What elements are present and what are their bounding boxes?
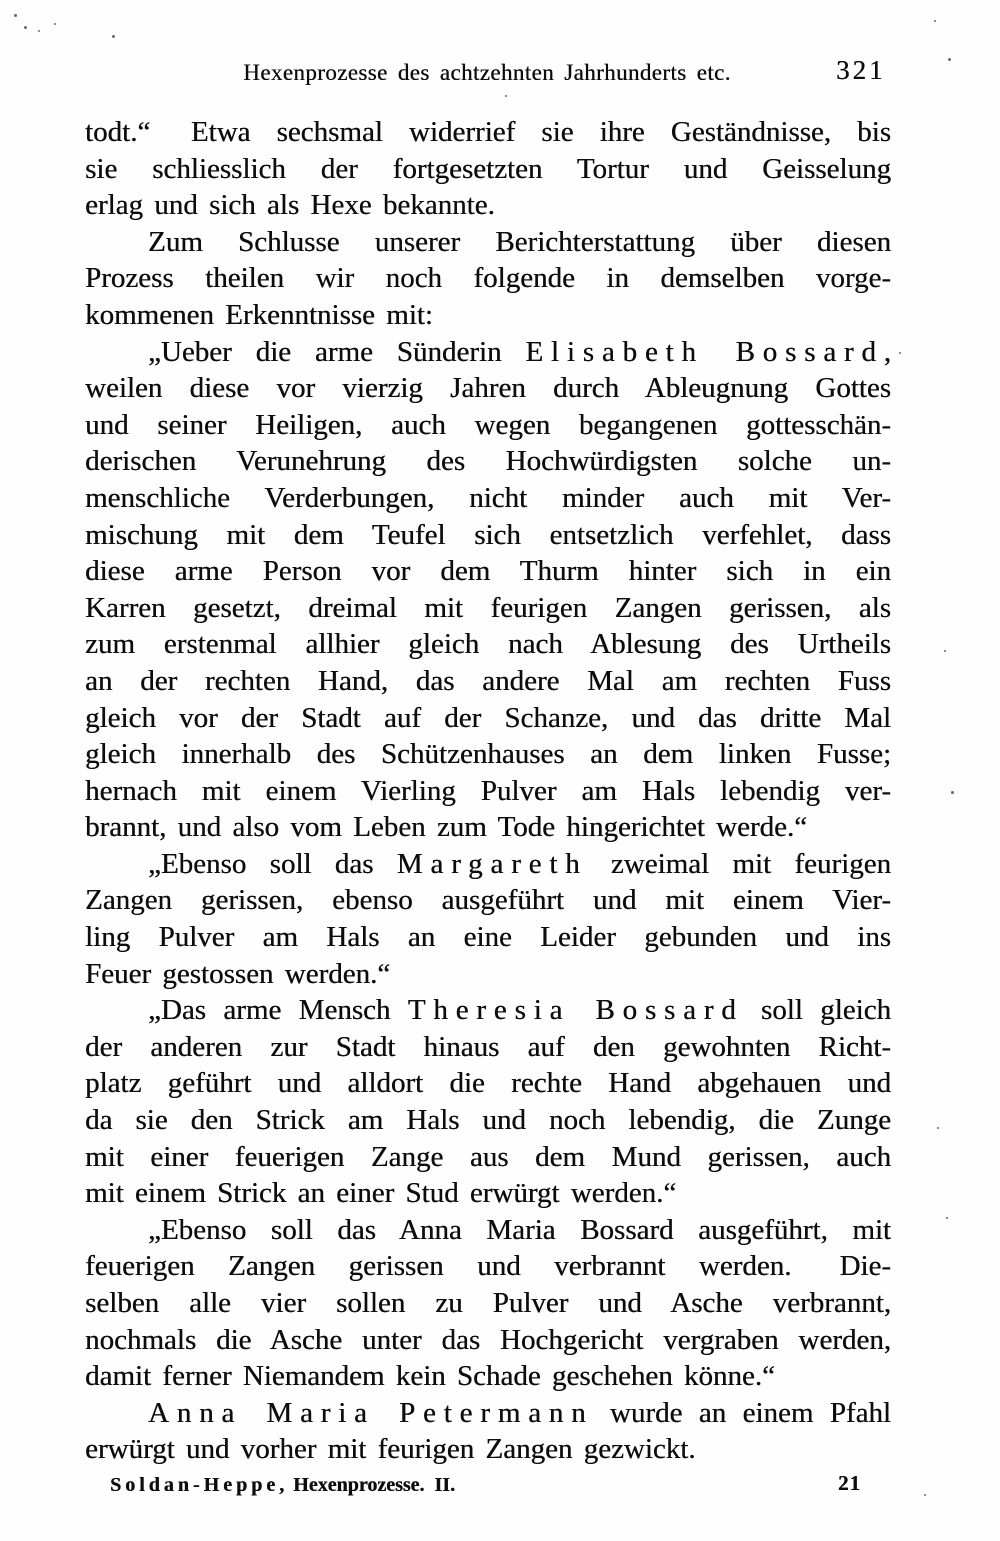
letterspaced-name: Margareth	[396, 847, 588, 880]
speck	[505, 95, 507, 97]
paragraph	[85, 1212, 891, 1395]
text-line	[85, 553, 891, 590]
text-segment: ,	[883, 335, 891, 368]
sheet-number: 21	[838, 1471, 861, 1495]
running-title: Hexenprozesse des achtzehnten Jahrhunderts etc.	[243, 60, 731, 85]
speck	[934, 20, 936, 22]
text-segment: der anderen zur Stadt hinaus auf den gewohnten Richt-	[85, 1030, 891, 1063]
text-segment: erlag und sich als Hexe bekannte.	[85, 189, 495, 222]
text-line	[85, 1395, 891, 1432]
text-segment: brannt, und also vom Leben zum Tode hingerichtet werde.“	[85, 811, 807, 844]
text-segment: platz geführt und alldort die rechte Hand abgehauen und	[85, 1067, 891, 1100]
text-line	[85, 1431, 891, 1468]
letterspaced-name: Soldan-Heppe,	[110, 1474, 289, 1496]
text-segment: mit einem Strick an einer Stud erwürgt werden.“	[85, 1177, 677, 1210]
text-segment: menschliche Verderbungen, nicht minder auch mit Ver-	[85, 481, 891, 514]
text-segment: Karren gesetzt, dreimal mit feurigen Zangen gerissen, als	[85, 591, 891, 624]
text-segment: gleich vor der Stadt auf der Schanze, und das dritte Mal	[85, 701, 891, 734]
text-line	[85, 626, 891, 663]
speck	[24, 26, 27, 29]
text-line	[85, 480, 891, 517]
speck	[946, 1217, 948, 1219]
text-segment: erwürgt und vorher mit feurigen Zangen gezwickt.	[85, 1433, 696, 1466]
text-line	[85, 517, 891, 554]
speck	[54, 23, 56, 25]
text-line	[85, 370, 891, 407]
text-line	[85, 846, 891, 883]
text-line	[85, 1212, 891, 1249]
text-segment: hernach mit einem Vierling Pulver am Hals lebendig ver-	[85, 774, 891, 807]
text-segment: sie schliesslich der fortgesetzten Tortur und Geisselung	[85, 152, 891, 185]
speck	[937, 1127, 939, 1129]
text-segment: feuerigen Zangen gerissen und verbrannt werden. Die-	[85, 1250, 891, 1283]
text-segment: selben alle vier sollen zu Pulver und Asche verbrannt,	[85, 1287, 891, 1319]
text-segment: derischen Verunehrung des Hochwürdigsten solche un-	[85, 445, 891, 478]
text-segment: ling Pulver am Hals an eine Leider gebunden und ins	[85, 921, 891, 954]
paragraph	[85, 114, 891, 224]
text-line	[85, 1175, 891, 1212]
text-line	[85, 1139, 891, 1176]
body-text	[85, 114, 891, 1468]
text-line	[85, 919, 891, 956]
page-number: 321	[836, 55, 886, 85]
text-line	[85, 956, 891, 993]
text-line	[85, 1322, 891, 1359]
text-segment: soll gleich	[743, 994, 891, 1027]
text-segment: mischung mit dem Teufel sich entsetzlich verfehlet, dass	[85, 518, 891, 551]
text-segment: da sie den Strick am Hals und noch lebendig, die Zunge	[85, 1104, 891, 1137]
text-segment: Zum Schlusse unserer Berichterstattung über diesen	[148, 225, 891, 258]
text-line	[85, 114, 891, 151]
text-segment: Zangen gerissen, ebenso ausgeführt und mit einem Vier-	[85, 884, 891, 917]
speck	[924, 1494, 926, 1496]
text-segment: diese arme Person vor dem Thurm hinter sich in ein	[85, 555, 891, 588]
text-segment: weilen diese vor vierzig Jahren durch Ableugnung Gottes	[85, 372, 891, 405]
text-segment: „Ebenso soll das Anna Maria Bossard ausgeführt, mit	[148, 1213, 891, 1246]
text-line	[85, 1065, 891, 1102]
text-line	[85, 590, 891, 627]
text-segment: todt.“ Etwa sechsmal widerrief sie ihre Geständnisse, bis	[85, 116, 891, 148]
text-segment: Hexenprozesse. II.	[288, 1474, 455, 1496]
paragraph	[85, 992, 891, 1212]
text-line	[85, 1102, 891, 1139]
text-line	[85, 1248, 891, 1285]
text-line	[85, 773, 891, 810]
text-segment: damit ferner Niemandem kein Schade geschehen könne.“	[85, 1360, 775, 1393]
text-segment: gleich innerhalb des Schützenhauses an dem linken Fusse;	[85, 738, 891, 771]
text-segment: „Ueber die arme Sünderin	[148, 335, 526, 368]
text-line	[85, 297, 891, 334]
paragraph	[85, 1395, 891, 1468]
text-line	[85, 260, 891, 297]
paragraph	[85, 846, 891, 992]
paragraph	[85, 334, 891, 846]
text-line	[85, 151, 891, 188]
text-segment: wurde an einem Pfahl	[593, 1396, 891, 1429]
text-line	[85, 1358, 891, 1395]
speck	[14, 14, 17, 17]
text-segment: „Das arme Mensch	[148, 994, 408, 1027]
text-segment: und seiner Heiligen, auch wegen begangenen gottesschän-	[85, 408, 891, 441]
text-line	[85, 663, 891, 700]
text-segment: nochmals die Asche unter das Hochgericht vergraben werden,	[85, 1323, 891, 1356]
speck	[944, 650, 946, 652]
text-line	[85, 334, 891, 371]
text-line	[85, 882, 891, 919]
text-line	[85, 700, 891, 737]
letterspaced-name: Theresia Bossard	[407, 994, 744, 1027]
text-line	[85, 809, 891, 846]
letterspaced-name: Anna Maria Petermann	[148, 1396, 594, 1429]
text-line	[85, 407, 891, 444]
text-line	[85, 992, 891, 1029]
speck	[112, 35, 115, 38]
text-line	[85, 1029, 891, 1066]
speck	[899, 352, 901, 354]
text-segment: zum erstenmal allhier gleich nach Ablesung des Urtheils	[85, 628, 891, 661]
text-line	[85, 736, 891, 773]
speck	[951, 791, 954, 794]
paragraph	[85, 224, 891, 334]
text-segment: kommenen Erkenntnisse mit:	[85, 298, 433, 331]
text-segment: an der rechten Hand, das andere Mal am rechten Fuss	[85, 664, 891, 697]
speck	[38, 30, 40, 32]
text-line	[85, 187, 891, 224]
text-line	[85, 224, 891, 261]
text-segment: Prozess theilen wir noch folgende in demselben vorge-	[85, 262, 891, 295]
footer-signature	[110, 1474, 455, 1497]
text-segment: Feuer gestossen werden.“	[85, 957, 391, 990]
text-segment: „Ebenso soll das	[148, 847, 397, 880]
text-segment: zweimal mit feurigen	[587, 847, 891, 880]
text-line	[85, 443, 891, 480]
letterspaced-name: Elisabeth Bossard	[525, 335, 884, 368]
text-line	[85, 1285, 891, 1322]
text-segment: mit einer feuerigen Zange aus dem Mund gerissen, auch	[85, 1140, 891, 1173]
